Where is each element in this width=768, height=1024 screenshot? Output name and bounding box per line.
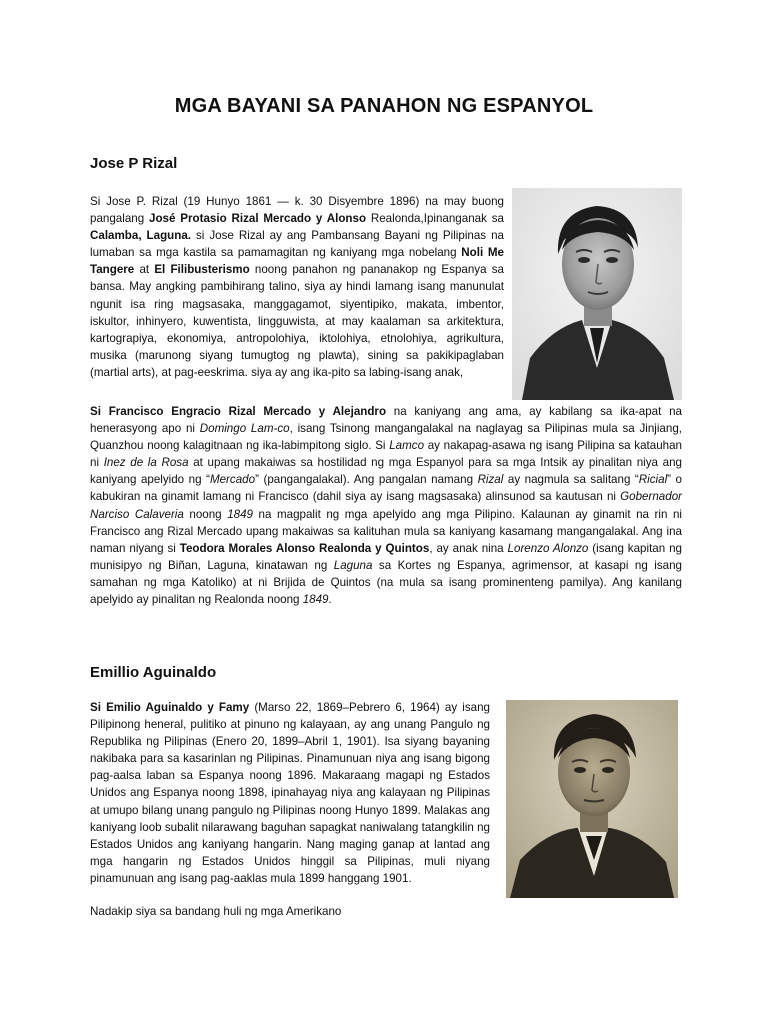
body-text: sa Kortes ng Espanya, agrimensor, at kasapi ng isang samahan ng mga Katoliko) at ni Brijida de Quintos (na mula sa isang prominenteng pamilya). Ang kanilang apelyido ay pinalitan ng Realonda noong <box>90 558 682 607</box>
body-text: Si Jose P. Rizal (19 Hunyo 1861 — k. 30 Disyembre 1896) na may buong pangalang <box>90 195 504 226</box>
body-text: ” o kabukiran na ginamit lamang ni Francisco (dahil siya ay isang magsasaka) alinsunod sa kautusan ni <box>90 473 682 504</box>
body-text: ” (pangangalakal). Ang pangalan namang <box>255 473 478 487</box>
body-text: ay nagmula sa salitang “ <box>503 473 639 487</box>
bold-text: Si Emilio Aguinaldo y Famy <box>90 701 250 714</box>
body-text: , isang Tsinong mangangalakal na naglayag sa Pilipinas mula sa Jinjiang, Quanzhou noong kalagitnaan ng ika-labimpitong siglo. Si <box>90 422 682 453</box>
portrait-jose-rizal-icon <box>512 188 682 400</box>
body-text: Nadakip siya sa bandang huli ng mga Amerikano <box>90 905 342 918</box>
body-text: ay nakapag-asawa ng isang Pilipina sa katauhan ni <box>90 439 682 470</box>
bold-text: Si Francisco Engracio Rizal Mercado y Alejandro <box>90 405 387 418</box>
body-text: si Jose Rizal ay ang Pambansang Bayani ng Pilipinas na lumaban sa mga kastila sa pamamagitan ng kaniyang mga nobelang <box>90 229 504 260</box>
body-text: na kaniyang ang ama, ay kabilang sa ika-apat na henerasyong apo ni <box>90 405 682 436</box>
italic-text: Lamco <box>389 439 425 453</box>
body-text: . <box>328 593 332 607</box>
italic-text: Rizal <box>477 473 504 487</box>
italic-text: Ricial <box>638 473 668 487</box>
rizal-paragraph-family <box>90 403 682 608</box>
body-text: at <box>134 263 155 277</box>
body-text: , ay anak nina <box>429 541 508 555</box>
aguinaldo-paragraph-part2 <box>90 903 680 920</box>
italic-text: Domingo Lam-co <box>199 422 290 436</box>
bold-text: Calamba, Laguna. <box>90 229 191 243</box>
bold-text: José Protasio Rizal Mercado y Alonso <box>149 212 367 226</box>
italic-text: Laguna <box>333 558 373 572</box>
section-heading-rizal: Jose P Rizal <box>90 155 178 172</box>
italic-text: 1849 <box>227 507 253 521</box>
italic-text: 1849 <box>302 593 329 607</box>
body-text: na magpalit ng mga apelyido ang mga Pilipino. Kalaunan ay ginamit na rin ni Francisco ang Rizal Mercado upang makaiwas sa kalituhan mula sa kaniyang kasamang mangangalakal. Ang ina naman niyang si <box>90 507 682 555</box>
section-heading-aguinaldo: Emillio Aguinaldo <box>90 664 217 681</box>
body-text: at upang makaiwas sa hostilidad ng mga Espanyol para sa mga Intsik ay pinalitan niya ang kaniyang apelyido ng “ <box>90 456 682 487</box>
bold-text: Teodora Morales Alonso Realonda y Quintos <box>179 541 430 555</box>
body-text: noong panahon ng pananakop ng Espanya sa bansa. May angking pambihirang talino, siya ay hindi lamang isang manunulat ngunit isa ring magsasaka, manggagamot, siyentipiko, makata, imbentor, iskultor, inhinyero, kuwentista, lingguwista, at may kaalaman sa arkitektura, kartograpiya, ekonomiya, antropolohiya, iktolohiya, etnolohiya, agrikultura, musika (marunong siyang tumugtog ng plawta), sining sa pakikipaglaban (martial arts), at pag-eeskrima. siya ay ang ika-pito sa labing-isang anak, <box>90 263 504 379</box>
italic-text: Mercado <box>209 473 256 487</box>
body-text: Realonda,Ipinanganak sa <box>366 212 504 226</box>
body-text: (isang kapitan ng munisipyo ng Biñan, Laguna, kinatawan ng <box>90 541 683 572</box>
aguinaldo-paragraph-part1 <box>90 699 490 887</box>
bold-text: El Filibusterismo <box>154 263 250 277</box>
portrait-emilio-aguinaldo-icon <box>506 700 678 898</box>
italic-text: Lorenzo Alonzo <box>507 541 589 555</box>
rizal-paragraph-intro <box>90 193 504 381</box>
italic-text: Inez de la Rosa <box>103 456 189 470</box>
italic-text: Gobernador Narciso Calaveria <box>90 490 682 521</box>
body-text: noong <box>183 507 228 521</box>
body-text: (Marso 22, 1869–Pebrero 6, 1964) ay isang Pilipinong heneral, pulitiko at pinuno ng kalayaan, ay ang unang Pangulo ng Republika ng Pilipinas (Enero 20, 1899–Abril 1, 1901). Isa siyang bayaning nakibaka para sa kasarinlan ng Pilipinas. Pinamunuan niya ang isang bigong pag-aalsa laban sa Espanya noong 1896. Makaraang magapi ng Estados Unidos ang Espanya noong 1898, ipinahayag niya ang kalayaan ng Pilipinas at umupo bilang unang pangulo ng Pilipinas noong Hunyo 1899. Malakas ang kaniyang loob subalit nilarawang baguhan sapagkat naniwalang tatangkilin ng Estados Unidos ang kaniyang hangarin. Nang maging ganap at lantad ang mga hangarin ng Estados Unidos hinggil sa Pilipinas, muli niyang pinamunuan ang isang pag-aaklas mula 1899 hanggang 1901. <box>90 701 490 885</box>
page-title: MGA BAYANI SA PANAHON NG ESPANYOL <box>174 95 594 117</box>
bold-text: Noli Me Tangere <box>90 246 504 277</box>
